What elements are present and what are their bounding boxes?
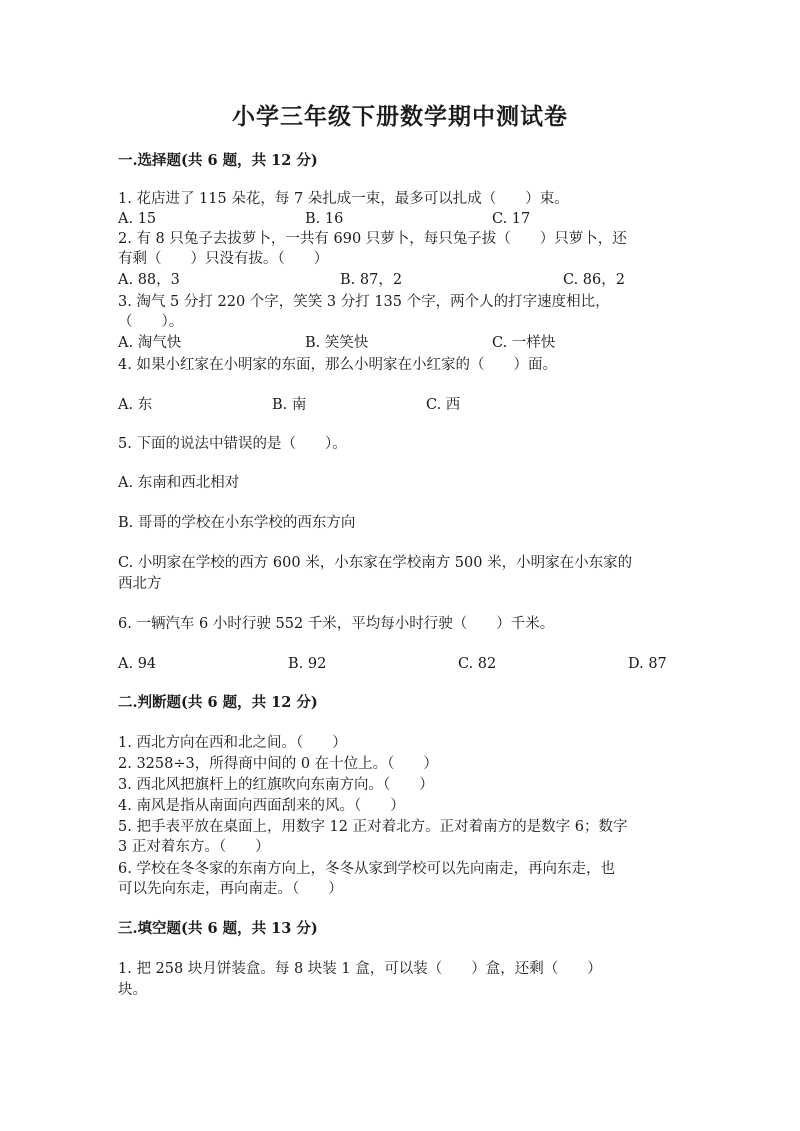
judge-question: 2. 3258÷3，所得商中间的 0 在十位上。（ ） — [118, 756, 438, 772]
option-d: D. 87 — [628, 656, 667, 672]
option-c-cont: 西北方 — [118, 576, 162, 592]
option-c: C. 82 — [458, 656, 497, 672]
judge-question: 3. 西北风把旗杆上的红旗吹向东南方向。（ ） — [118, 777, 434, 793]
question-stem: 3. 淘气 5 分打 220 个字，笑笑 3 分打 135 个字，两个人的打字速度相比， — [118, 294, 610, 310]
fill-question-cont: 块。 — [118, 982, 147, 998]
question-stem-cont: 有剩（ ）只没有拔。（ ） — [118, 251, 329, 267]
option-b: B. 哥哥的学校在小东学校的西东方向 — [118, 515, 356, 531]
option-a: A. 15 — [118, 211, 157, 227]
option-c: C. 小明家在学校的西方 600 米，小东家在学校南方 500 米，小明家在小东家的 — [118, 555, 633, 571]
option-b: B. 16 — [305, 211, 344, 227]
section-heading-choice: 一.选择题(共 6 题，共 12 分) — [118, 152, 318, 169]
judge-question-cont: 可以先向东走，再向南走。（ ） — [118, 881, 343, 897]
option-b: B. 南 — [272, 397, 307, 413]
page-title: 小学三年级下册数学期中测试卷 — [232, 103, 568, 130]
option-c: C. 86，2 — [563, 272, 625, 288]
option-c: C. 一样快 — [492, 335, 556, 351]
judge-question: 5. 把手表平放在桌面上，用数字 12 正对着北方。正对着南方的是数字 6；数字 — [118, 819, 628, 835]
option-a: A. 94 — [118, 656, 157, 672]
option-b: B. 笑笑快 — [305, 335, 369, 351]
question-stem-cont: （ ）。 — [118, 314, 184, 330]
question-stem: 1. 花店进了 115 朵花，每 7 朵扎成一束，最多可以扎成（ ）束。 — [118, 191, 569, 207]
section-heading-judge: 二.判断题(共 6 题，共 12 分) — [118, 694, 318, 711]
option-a: A. 淘气快 — [118, 335, 182, 351]
option-b: B. 87，2 — [340, 272, 403, 288]
question-stem: 4. 如果小红家在小明家的东面，那么小明家在小红家的（ ）面。 — [118, 357, 557, 373]
question-stem: 2. 有 8 只兔子去拔萝卜，一共有 690 只萝卜，每只兔子拔（ ）只萝卜，还 — [118, 231, 627, 247]
option-a: A. 东 — [118, 397, 153, 413]
judge-question: 4. 南风是指从南面向西面刮来的风。（ ） — [118, 798, 405, 814]
judge-question: 6. 学校在冬冬家的东南方向上，冬冬从家到学校可以先向南走，再向东走，也 — [118, 861, 615, 877]
option-a: A. 88，3 — [118, 272, 180, 288]
option-a: A. 东南和西北相对 — [118, 475, 240, 491]
judge-question-cont: 3 正对着东方。（ ） — [118, 839, 270, 855]
option-c: C. 西 — [426, 397, 461, 413]
judge-question: 1. 西北方向在西和北之间。（ ） — [118, 735, 347, 751]
question-stem: 6. 一辆汽车 6 小时行驶 552 千米，平均每小时行驶（ ）千米。 — [118, 616, 555, 632]
fill-question: 1. 把 258 块月饼装盒。每 8 块装 1 盒，可以装（ ）盒，还剩（ ） — [118, 961, 602, 977]
option-b: B. 92 — [288, 656, 327, 672]
option-c: C. 17 — [492, 211, 531, 227]
section-heading-fill: 三.填空题(共 6 题，共 13 分) — [118, 920, 318, 937]
question-stem: 5. 下面的说法中错误的是（ ）。 — [118, 436, 347, 452]
